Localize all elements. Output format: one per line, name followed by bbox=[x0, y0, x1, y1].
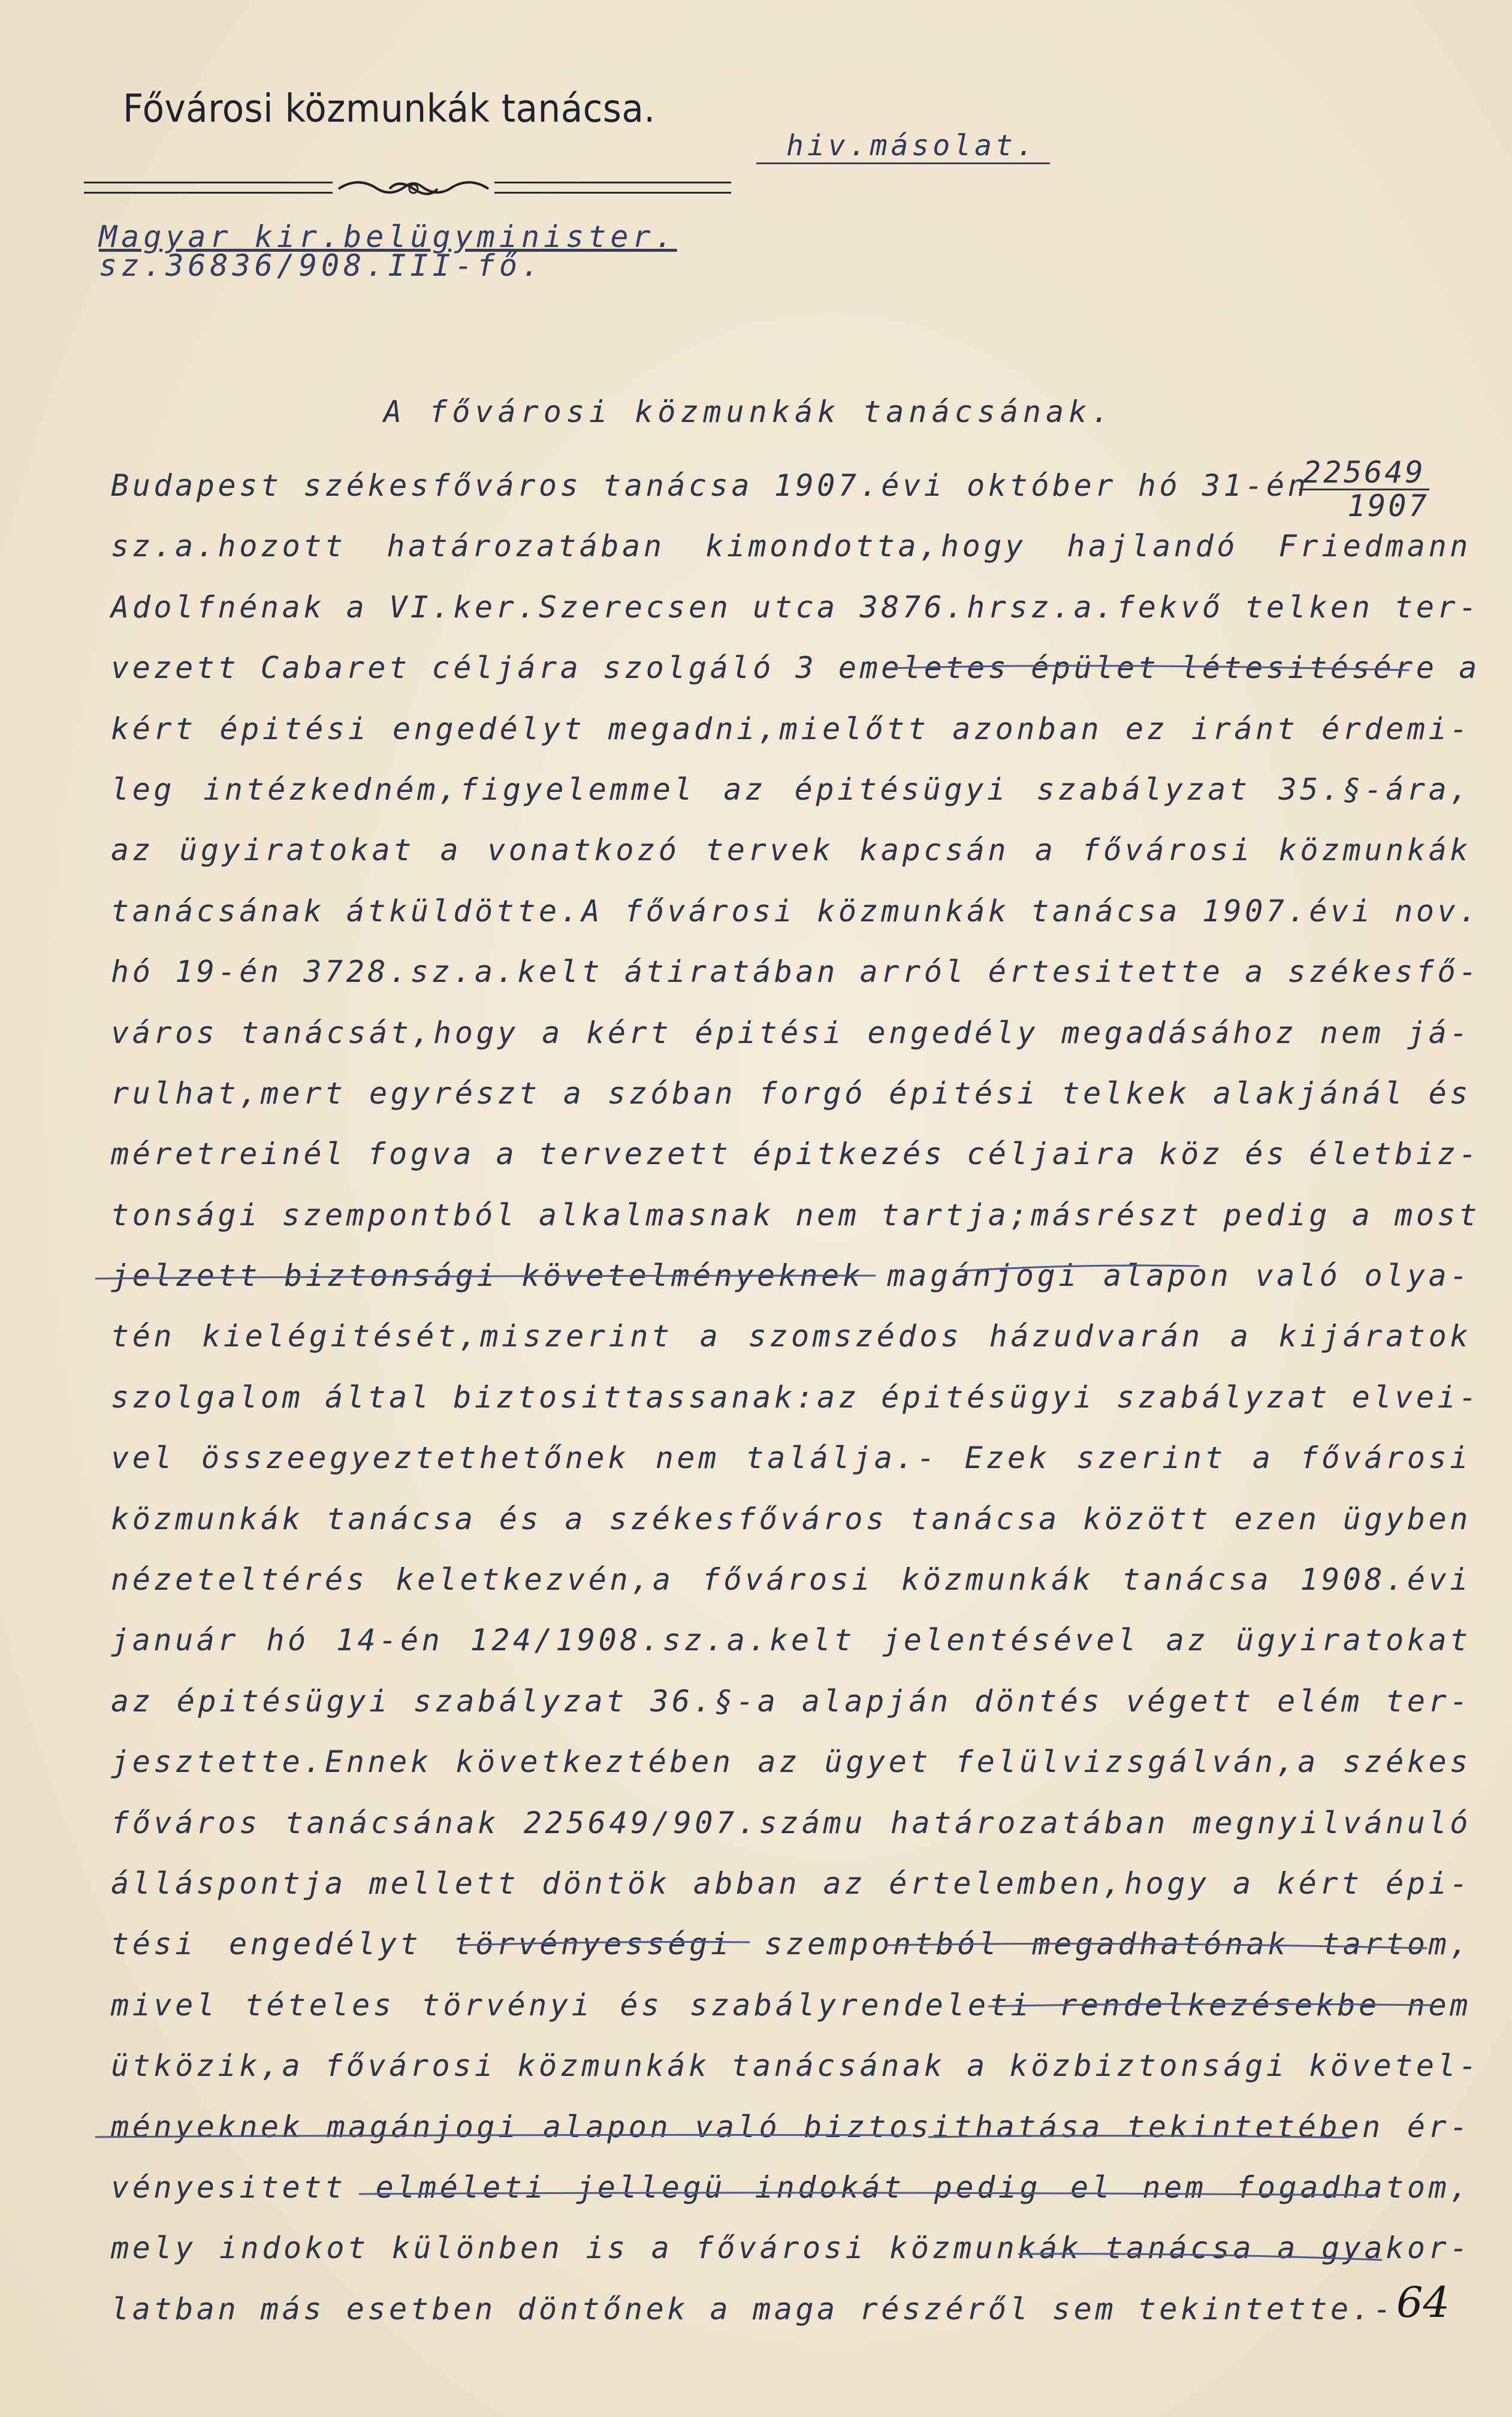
body-line: ütközik,a fővárosi közmunkák tanácsának a közbiztonsági követel- bbox=[111, 2048, 1480, 2084]
body-line: méretreinél fogva a tervezett épitkezés céljaira köz és életbiz- bbox=[111, 1137, 1480, 1172]
letterhead-title: Fővárosi közmunkák tanácsa. bbox=[123, 87, 656, 131]
body-line: főváros tanácsának 225649/907.számu határozatában megnyilvánuló bbox=[111, 1805, 1471, 1840]
body-line: tési engedélyt törvényességi szempontból megadhatónak tartom, bbox=[111, 1927, 1471, 1962]
body-line: álláspontja mellett döntök abban az értelemben,hogy a kért épi- bbox=[111, 1866, 1471, 1901]
reference-ministry: Magyar kir.belügyminister. bbox=[99, 219, 677, 254]
body-line: jesztette.Ennek következtében az ügyet felülvizsgálván,a székes bbox=[111, 1744, 1471, 1780]
body-line: kért épitési engedélyt megadni,mielőtt azonban ez iránt érdemi- bbox=[111, 711, 1471, 746]
fraction-denominator: 1907 bbox=[1347, 488, 1429, 523]
fraction-numerator: 225649 bbox=[1299, 457, 1429, 490]
body-line: vezett Cabaret céljára szolgáló 3 emeletes épület létesitésére a bbox=[111, 650, 1480, 686]
body-line: január hó 14-én 124/1908.sz.a.kelt jelentésével az ügyiratokat bbox=[111, 1623, 1471, 1658]
body-line: rulhat,mert egyrészt a szóban forgó épitési telkek alakjánál és bbox=[111, 1075, 1471, 1111]
body-line: mivel tételes törvényi és szabályrendeleti rendelkezésekbe nem bbox=[111, 1987, 1471, 2023]
body-line: vényesitett elméleti jellegü indokát pedig el nem fogadhatom, bbox=[111, 2169, 1471, 2205]
body-line: sz.a.hozott határozatában kimondotta,hogy hajlandó Friedmann bbox=[111, 529, 1471, 564]
body-line: leg intézkedném,figyelemmel az épitésügyi szabályzat 35.§-ára, bbox=[111, 771, 1471, 807]
body-line: tanácsának átküldötte.A fővárosi közmunkák tanácsa 1907.évi nov. bbox=[111, 893, 1480, 929]
body-line: tonsági szempontból alkalmasnak nem tartja;másrészt pedig a most bbox=[111, 1197, 1480, 1232]
body-line: Budapest székesfőváros tanácsa 1907.évi október hó 31-én bbox=[111, 468, 1309, 503]
body-line: jelzett biztonsági követelményeknek magánjogi alapon való olya- bbox=[111, 1258, 1471, 1294]
body-line: Adolfnénak a VI.ker.Szerecsen utca 3876.hrsz.a.fekvő telken ter- bbox=[111, 589, 1480, 625]
address-heading: A fővárosi közmunkák tanácsának. bbox=[384, 394, 1115, 429]
body-line: az ügyiratokat a vonatkozó tervek kapcsán a fővárosi közmunkák bbox=[111, 833, 1471, 868]
body-line: az épitésügyi szabályzat 36.§-a alapján döntés végett elém ter- bbox=[111, 1683, 1471, 1719]
body-line: ményeknek magánjogi alapon való biztosithatása tekintetében ér- bbox=[111, 2109, 1471, 2144]
body-line: latban más esetben döntőnek a maga részéről sem tekintette.- bbox=[111, 2291, 1395, 2326]
body-line: hó 19-én 3728.sz.a.kelt átiratában arról értesitette a székesfő- bbox=[111, 954, 1480, 990]
body-line: város tanácsát,hogy a kért épitési engedély megadásához nem já- bbox=[111, 1015, 1471, 1050]
body-line: tén kielégitését,miszerint a szomszédos házudvarán a kijáratok bbox=[111, 1319, 1471, 1354]
body-line: vel összeegyeztethetőnek nem találja.- Ezek szerint a fővárosi bbox=[111, 1440, 1471, 1476]
body-line: közmunkák tanácsa és a székesfőváros tanácsa között ezen ügyben bbox=[111, 1501, 1471, 1536]
reference-number: sz.36836/908.III-fő. bbox=[99, 248, 544, 283]
body-line: szolgalom által biztosittassanak:az épitésügyi szabályzat elvei- bbox=[111, 1379, 1480, 1415]
copy-mark: hiv.másolat. bbox=[756, 129, 1050, 164]
body-line: mely indokot különben is a fővárosi közmunkák tanácsa a gyakor- bbox=[111, 2231, 1471, 2266]
page-number: 64 bbox=[1396, 2278, 1450, 2327]
body-line: nézeteltérés keletkezvén,a fővárosi közmunkák tanácsa 1908.évi bbox=[111, 1562, 1471, 1598]
